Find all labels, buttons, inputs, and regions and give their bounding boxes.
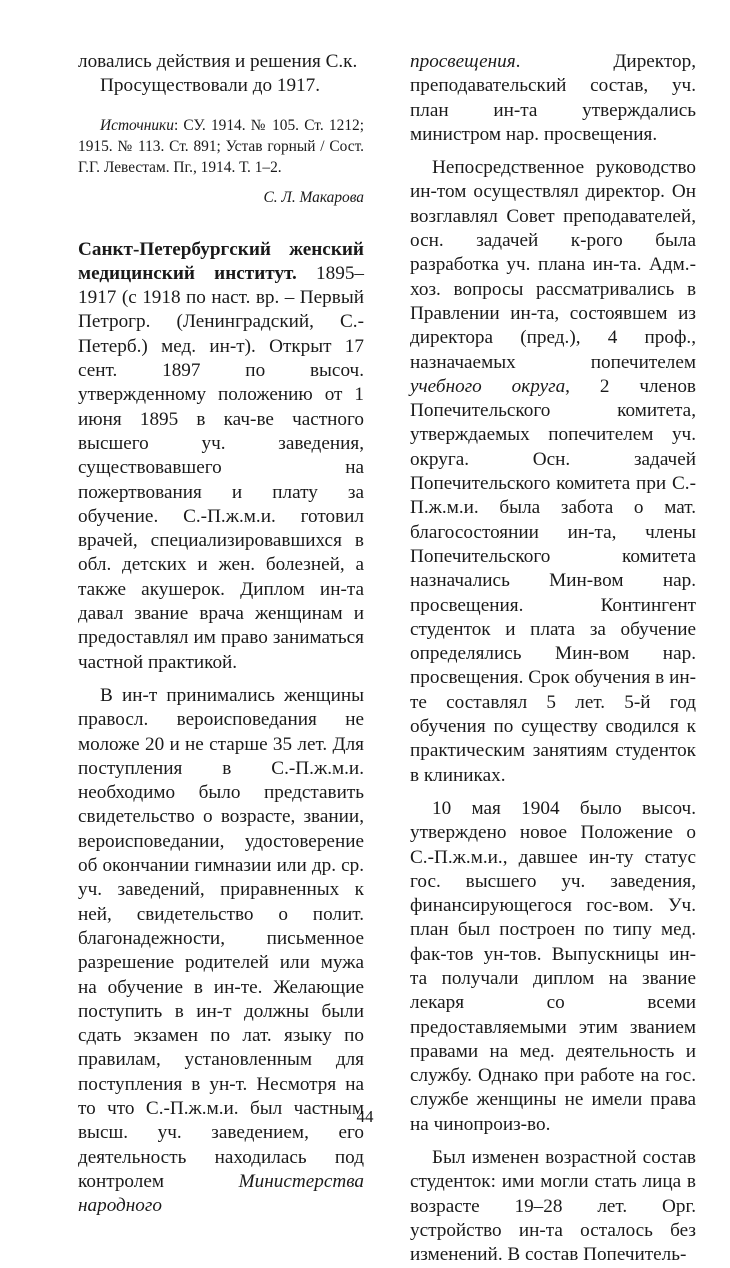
right-column xyxy=(410,50,696,1268)
continuation-text-right: . Директор, преподавательский состав, уч. план ин-та утверждались министром нар. просвещения. xyxy=(410,51,696,145)
continuation-text: ловались действия и решения С.к. xyxy=(78,51,358,72)
entry-paragraph xyxy=(78,238,364,675)
page-number: 44 xyxy=(356,1107,374,1126)
sources-label: Источники xyxy=(100,116,174,134)
management-text-b: , 2 членов Попечительского комитета, утверждаемых попечителем уч. округа. Осн. задачей Попечительского комитета при С.-П.ж.м.и. была забота о мат. благосостоянии ин-та, члены Попечительского комитета назначались Мин-вом нар. просвещения. Контингент студенток и плата за обучение определялись Мин-вом нар. просвещения. Срок обучения в ин-те составлял 5 лет. 5-й год обучения по существу сводился к практическим занятиям студенток в клиниках. xyxy=(410,375,696,786)
admission-paragraph xyxy=(78,684,364,1219)
entry-title: Санкт-Петербургский женский медицинский институт. xyxy=(78,238,364,284)
management-text-a: Непосредственное руководство ин-том осуществлял директор. Он возглавлял Совет преподавателей, осн. задачей к-рого была разработка уч. плана ин-та. Адм.-хоз. вопросы рассматривались в Правлении ин-та, состоявшем из директора (пред.), 4 проф., назначаемых попечителем xyxy=(410,157,696,373)
school-district: учебного округа xyxy=(410,375,566,397)
ministry-name-end: просвещения xyxy=(410,51,516,72)
existed-text: Просуществовали до 1917. xyxy=(100,75,321,97)
ministry-name: Министерства народного xyxy=(78,1170,364,1217)
paragraph-1904: 10 мая 1904 было высоч. утверждено новое Положение о С.-П.ж.м.и., давшее ин-ту статус гос. высшего уч. заведения, финансирующегося гос-вом. Уч. план был построен по типу мед. фак-тов ун-тов. Выпускницы ин-та получали диплом на звание лекаря со всеми предоставляемыми этим званием правами на мед. деятельность и службу. Однако при работе на гос. службе женщины не имели права на чинопроиз-во. xyxy=(410,797,696,1135)
management-paragraph xyxy=(410,156,696,788)
left-column xyxy=(78,50,364,1218)
author-signature: С. Л. Макарова xyxy=(263,188,364,206)
entry-text: 1895–1917 (с 1918 по наст. вр. – Первый Петрогр. (Ленинградский, С.-Петерб.) мед. ин-т). Открыт 17 сент. 1897 по высоч. утвержденному положению от 1 июня 1895 в кач-ве частного высшего уч. заведения, существовавшего на пожертвования и плату за обучение. С.-П.ж.м.и. готовил врачей, специализировавшихся в обл. детских и жен. болезней, а также акушерок. Диплом ин-та давал звание врача женщинам и предоставлял им право заниматься частной практикой. xyxy=(78,262,364,673)
age-paragraph: Был изменен возрастной состав студенток: ими могли стать лица в возрасте 19–28 лет. Орг. устройство ин-та осталось без изменений. В состав Попечитель- xyxy=(410,1147,696,1266)
sources-note xyxy=(78,115,364,178)
sources-text: : СУ. 1914. № 105. Ст. 1212; 1915. № 113. Ст. 891; Устав горный / Сост. Г.Г. Левестам. Пг., 1914. Т. 1–2. xyxy=(78,116,364,176)
admission-text: В ин-т принимались женщины правосл. вероисповедания не моложе 20 и не старше 35 лет. Для поступления в С.-П.ж.м.и. необходимо было представить свидетельство о возрасте, звании, вероисповедании, удостоверение об окончании гимназии или др. ср. уч. заведений, приравненных к ней, свидетельство о полит. благонадежности, письменное разрешение родителей или мужа на обучение в ин-те. Желающие поступить в ин-т должны были сдать экзамен по лат. языку по правилам, установленным для поступления в ун-т. Несмотря на то что С.-П.ж.м.и. был частным высш. уч. заведением, его деятельность находилась под контролем xyxy=(78,684,364,1192)
continuation-paragraph xyxy=(410,50,696,147)
